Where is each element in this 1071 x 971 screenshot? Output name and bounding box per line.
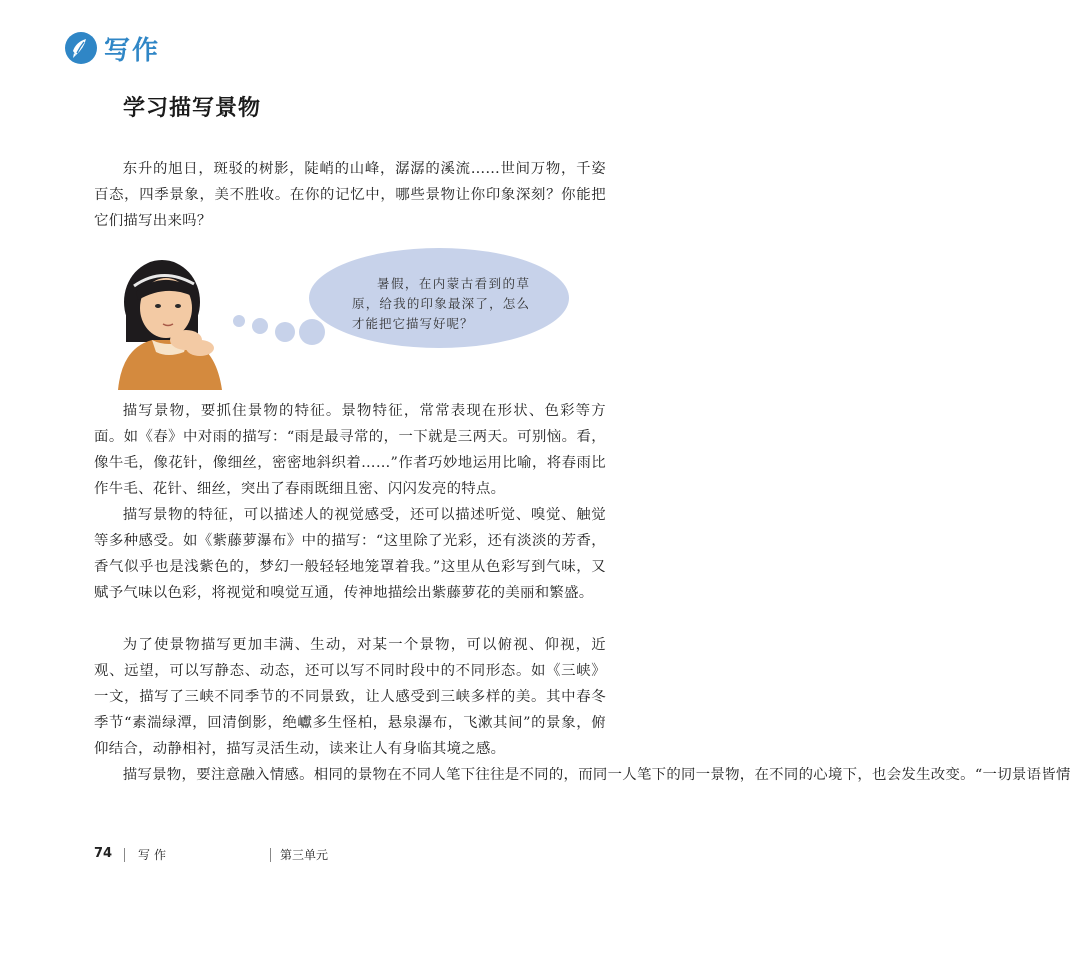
page-footer <box>94 846 614 864</box>
body-paragraph-4: 描写景物，要注意融入情感。相同的景物在不同人笔下往往是不同的，而同一人笔下的同一景物，在不同的心境下，也会发生改变。“一切景语皆情 <box>122 767 1071 783</box>
intro-paragraph: 东升的旭日，斑驳的树影，陡峭的山峰，潺潺的溪流……世间万物，千姿百态，四季景象，美不胜收。在你的记忆中，哪些景物让你印象深刻？你能把它们描写出来吗？ <box>94 161 606 229</box>
body-paragraph-2: 描写景物的特征，可以描述人的视觉感受，还可以描述听觉、嗅觉、触觉等多种感受。如《紫藤萝瀑布》中的描写：“这里除了光彩，还有淡淡的芳香，香气似乎也是浅紫色的，梦幻一般轻轻地笼罩着我。”这里从色彩写到气味，又赋予气味以色彩，将视觉和嗅觉互通，传神地描绘出紫藤萝花的美丽和繁盛。 <box>94 507 606 601</box>
body-paragraph-1: 描写景物，要抓住景物的特征。景物特征，常常表现在形状、色彩等方面。如《春》中对雨的描写：“雨是最寻常的，一下就是三两天。可别恼。看，像牛毛，像花针，像细丝，密密地斜织着……”作者巧妙地运用比喻，将春雨比作牛毛、花针、细丝，突出了春雨既细且密、闪闪发亮的特点。 <box>94 403 606 497</box>
page-number: 74 <box>94 846 113 861</box>
pen-nib-icon <box>64 31 98 65</box>
body-paragraph-3: 为了使景物描写更加丰满、生动，对某一个景物，可以俯视、仰视，近观、远望，可以写静态、动态，还可以写不同时段中的不同形态。如《三峡》一文，描写了三峡不同季节的不同景致，让人感受到三峡多样的美。其中春冬季节“素湍绿潭，回清倒影，绝巘多生怪柏，悬泉瀑布，飞漱其间”的景象，俯仰结合，动静相衬，描写灵活生动，读来让人有身临其境之感。 <box>94 637 606 757</box>
thought-bubble-text: 暑假，在内蒙古看到的草原，给我的印象最深了，怎么才能把它描写好呢？ <box>352 276 530 331</box>
footer-divider <box>124 848 125 862</box>
page-title: 学习描写景物 <box>123 96 262 121</box>
illustration-figure <box>100 248 570 390</box>
footer-section: 写作 <box>138 848 171 862</box>
section-header <box>64 28 160 68</box>
section-label: 写作 <box>104 35 161 66</box>
footer-unit: 第三单元 <box>280 848 329 862</box>
footer-divider <box>270 848 271 862</box>
